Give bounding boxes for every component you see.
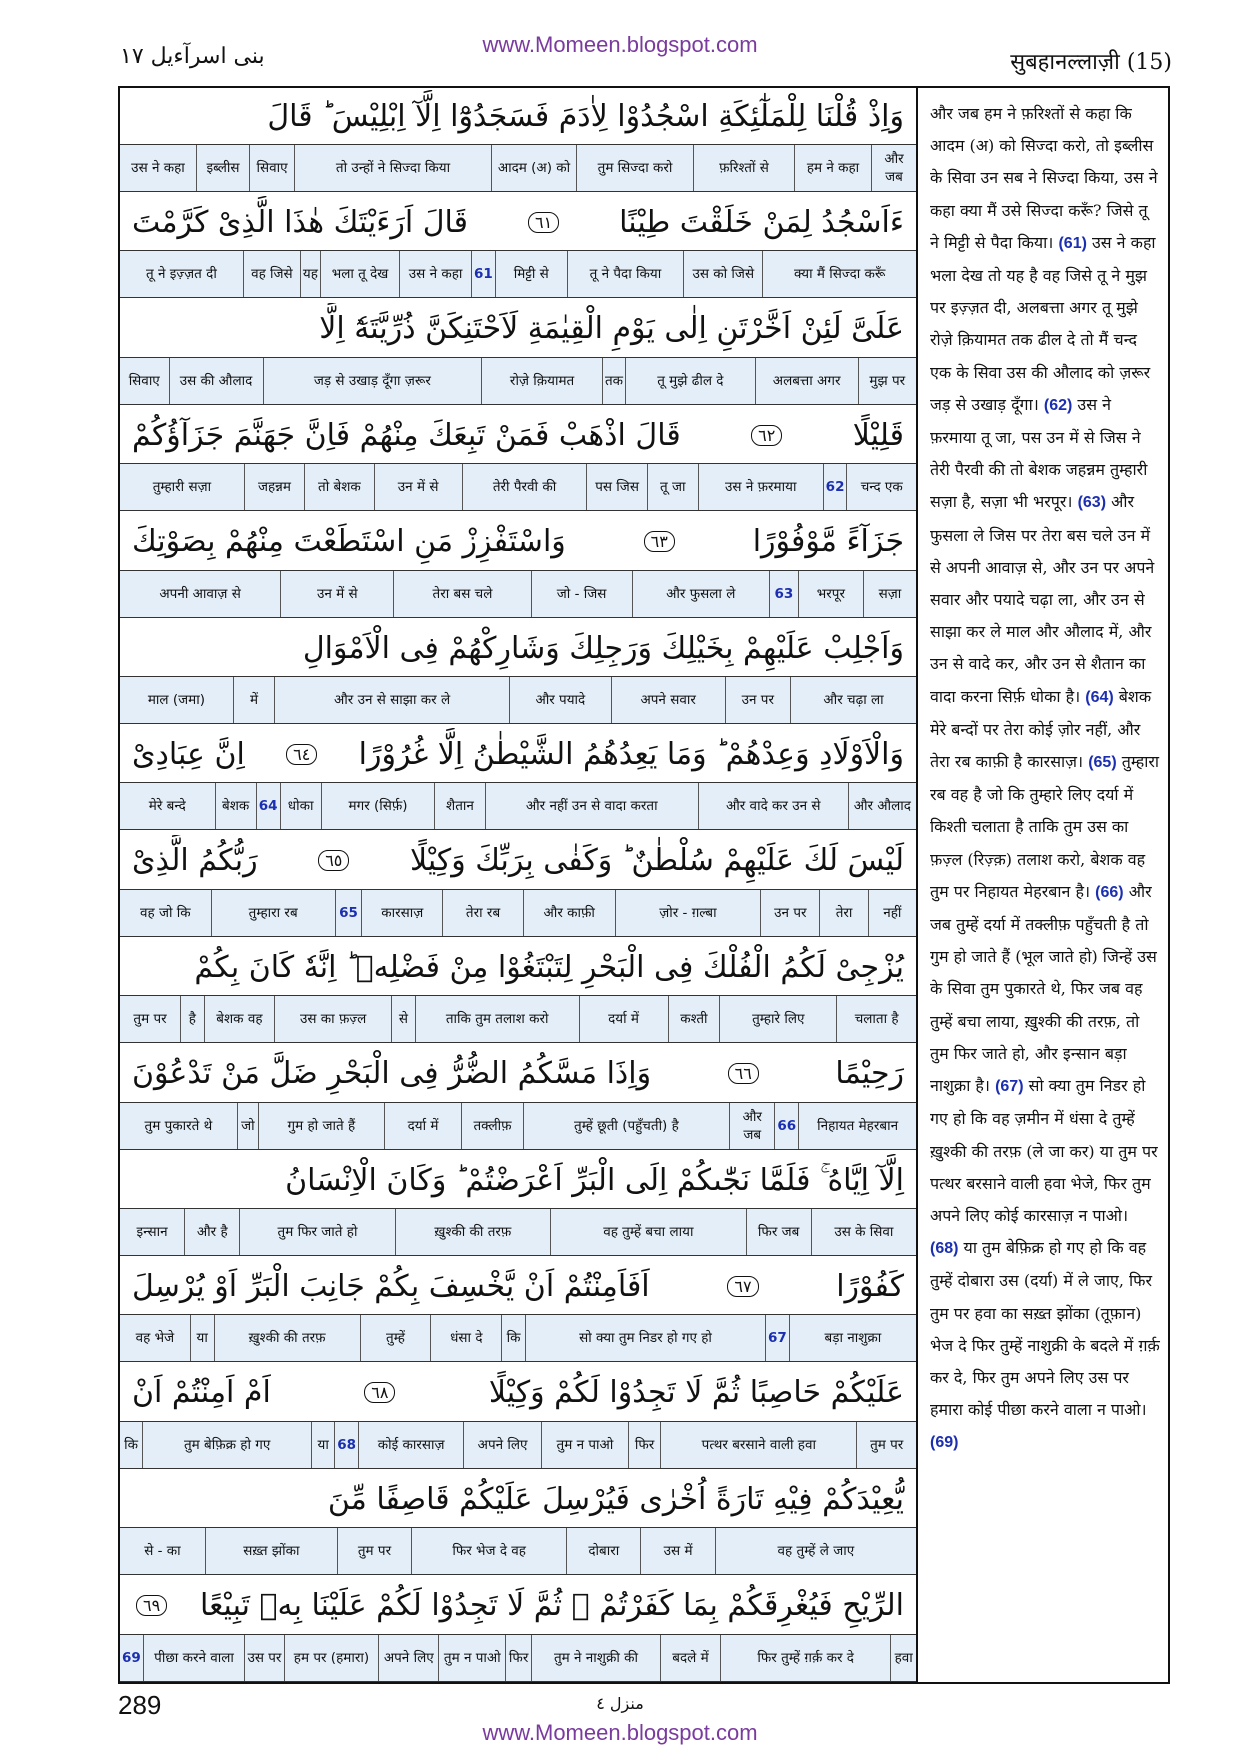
arabic-text: جَزَآءً مَّوْفُوْرًا [752, 524, 904, 560]
word-gloss-cell: तुम फिर जाते हो [239, 1209, 394, 1255]
ayah-number-marker: ٦٢ [751, 425, 782, 446]
word-gloss-cell: फिर [505, 1635, 531, 1681]
arabic-text: عَلَيْكُمْ حَاصِبًا ثُمَّ لَا تَجِدُوْا لَكُمْ وَكِيْلًا [488, 1375, 904, 1411]
word-gloss-cell: सिवाए [128, 372, 160, 389]
arabic-text: وَاِذَا مَسَّكُمُ الضُّرُّ فِى الْبَحْرِ ضَلَّ مَنْ تَدْعُوْنَ [132, 1056, 652, 1092]
word-gloss-cell: और उन से साझा कर ले [274, 677, 509, 723]
word-gloss-cell: रोज़े क़ियामत [481, 358, 602, 404]
surah-title: بنی اسرآءیل ۱۷ [120, 44, 265, 69]
word-gloss-cell: और जब [729, 1103, 774, 1149]
arabic-text: عَلَىَّ لَئِنْ اَخَّرْتَنِ اِلٰى يَوْمِ الْقِيٰمَةِ لَاَحْتَنِكَنَّ ذُرِّيَّتَهٗٓ اِلَّا [319, 311, 904, 347]
word-gloss-cell: अपने लिए [463, 1422, 541, 1468]
word-gloss-cell: तुम्हारा रब [211, 890, 335, 936]
translation-text: और जब तुम्हें दर्या में तक्लीफ़ पहुँचती है तो गुम हो जाते हैं (भूल जाते हो) जिन्हें उस के सिवा तुम पुकारते थे, फिर जब वह तुम्हें बचा लाया, ख़ुश्की की तरफ़, तो तुम फिर जाते हो, और इन्सान बड़ा नाशुक्रा है। [930, 881, 1157, 1096]
arabic-text: يُّعِيْدَكُمْ فِيْهِ تَارَةً اُخْرٰى فَيُرْسِلَ عَلَيْكُمْ قَاصِفًا مِّنَ [327, 1481, 904, 1517]
arabic-text: اَمْ اَمِنْتُمْ اَنْ [132, 1375, 271, 1411]
word-gloss-cell: 62 [823, 464, 847, 510]
word-gloss-cell: मेरे बन्दे [148, 798, 186, 815]
arabic-text: اَفَاَمِنْتُمْ اَنْ يَّخْسِفَ بِكُمْ جَانِبَ الْبَرِّ اَوْ يُرْسِلَ [132, 1268, 650, 1304]
word-gloss-cell: तुम पुकारते थे [144, 1117, 213, 1134]
arabic-verse-line [120, 90, 916, 142]
arabic-verse-line [120, 941, 916, 993]
word-gloss-cell: से - का [144, 1543, 181, 1560]
word-gloss-cell: मुझ पर [858, 358, 916, 404]
translation-text: सो क्या तुम निडर हो गए हो कि वह ज़मीन में धंसा दे तुम्हें ख़ुश्की की तरफ़ (ले जा कर) या तुम पर पत्थर बरसाने वाली हवा भेजे, फिर तुम अपने लिए कोई कारसाज़ न पाओ। [930, 1076, 1158, 1225]
word-gloss-cell: फिर [628, 1422, 660, 1468]
verse-number: (62) [1043, 396, 1073, 414]
word-gloss-cell: तू ने पैदा किया [567, 251, 683, 297]
arabic-verse-line [120, 1260, 916, 1312]
arabic-verse-line [120, 303, 916, 355]
word-gloss-cell: है [180, 996, 204, 1042]
page-frame [118, 86, 1170, 1684]
word-gloss-cell: तुम पर [337, 1528, 411, 1574]
word-gloss-cell: क्या मैं सिज्दा करूँ [762, 251, 916, 297]
word-gloss-cell: और है [184, 1209, 239, 1255]
word-gloss-cell: सिवाए [249, 145, 294, 191]
ayah-number-marker: ٦٦ [728, 1063, 759, 1084]
verse-number: (67) [995, 1078, 1024, 1096]
quran-column [120, 88, 918, 1682]
word-gloss-cell: हम ने कहा [794, 145, 871, 191]
word-gloss-cell: कोई कारसाज़ [358, 1422, 463, 1468]
page-number: 289 [118, 1690, 162, 1720]
word-gloss-cell: पस जिस [586, 464, 646, 510]
word-gloss-cell: 64 [256, 783, 280, 829]
manzil-label: منزل ٤ [596, 1694, 644, 1713]
word-gloss-cell: शैतान [434, 783, 484, 829]
ayah-number-marker: ٦١ [528, 212, 559, 233]
ayah-number-marker: ٦٤ [286, 744, 317, 765]
arabic-verse-line [120, 835, 916, 887]
word-gloss-cell: कश्ती [668, 996, 720, 1042]
word-gloss-cell: तुम न पाओ [438, 1635, 505, 1681]
verse-number: (61) [1058, 234, 1087, 252]
word-gloss-cell: भला तू देख [320, 251, 399, 297]
verse-number: (69) [930, 1434, 959, 1452]
arabic-verse-line [120, 1154, 916, 1206]
word-gloss-cell: फिर भेज दे वह [411, 1528, 566, 1574]
word-gloss-cell: तेरी पैरवी की [462, 464, 587, 510]
word-gloss-cell: तेरा [819, 890, 867, 936]
word-gloss-cell: 68 [334, 1422, 358, 1468]
arabic-verse-line [120, 1473, 916, 1525]
word-gloss-row [120, 1634, 916, 1682]
arabic-verse-line [120, 516, 916, 568]
word-gloss-cell: दर्या में [579, 996, 668, 1042]
word-gloss-cell: उन में से [280, 571, 393, 617]
word-gloss-cell: तक्लीफ़ [461, 1103, 522, 1149]
word-gloss-cell: हम पर (हमारा) [284, 1635, 379, 1681]
arabic-text: قَالَ اذْهَبْ فَمَنْ تَبِعَكَ مِنْهُمْ فَاِنَّ جَهَنَّمَ جَزَآؤُكُمْ [132, 417, 681, 453]
arabic-text: رَحِيْمًا [835, 1056, 904, 1092]
word-gloss-cell: उस ने कहा [131, 160, 185, 176]
word-gloss-cell: निहायत मेहरबान [798, 1103, 916, 1149]
word-gloss-row [120, 144, 916, 192]
word-gloss-cell: ख़ुश्की की तरफ़ [214, 1315, 360, 1361]
word-gloss-cell: तो उन्हों ने सिज्दा किया [294, 145, 491, 191]
word-gloss-cell: तेरा बस चले [393, 571, 530, 617]
word-gloss-cell: जहन्नम [244, 464, 304, 510]
word-gloss-row [120, 1421, 916, 1469]
word-gloss-cell: उस पर [244, 1635, 283, 1681]
word-gloss-cell: और काफ़ी [523, 890, 615, 936]
word-gloss-cell: उस के सिवा [811, 1209, 916, 1255]
word-gloss-cell: तू जा [647, 464, 698, 510]
word-gloss-cell: गुम हो जाते हैं [258, 1103, 384, 1149]
word-gloss-row [120, 995, 916, 1043]
word-gloss-cell: 66 [774, 1103, 798, 1149]
word-gloss-row [120, 463, 916, 511]
word-gloss-row [120, 250, 916, 298]
arabic-text: وَاسْتَفْزِزْ مَنِ اسْتَطَعْتَ مِنْهُمْ بِصَوْتِكَ [132, 524, 566, 560]
word-gloss-cell: सख़्त झोंका [205, 1528, 337, 1574]
word-gloss-cell: से [391, 996, 415, 1042]
ayah-number-marker: ٦٩ [136, 1595, 167, 1616]
word-gloss-cell: तुम बेफ़िक्र हो गए [142, 1422, 311, 1468]
word-gloss-cell: दर्या में [384, 1103, 462, 1149]
word-gloss-cell: 61 [471, 251, 495, 297]
word-gloss-cell: और चढ़ा ला [790, 677, 916, 723]
word-gloss-row [120, 1102, 916, 1150]
website-footer[interactable]: www.Momeen.blogspot.com [482, 1720, 758, 1745]
word-gloss-cell: उस को जिसे [683, 251, 762, 297]
word-gloss-cell: वह तुम्हें ले जाए [715, 1528, 916, 1574]
word-gloss-cell: पत्थर बरसाने वाली हवा [660, 1422, 856, 1468]
word-gloss-cell: तुम सिज्दा करो [576, 145, 693, 191]
word-gloss-cell: वह भेजे [135, 1330, 175, 1347]
word-gloss-cell: बड़ा नाशुक्रा [789, 1315, 916, 1361]
ayah-number-marker: ٦٨ [364, 1382, 395, 1403]
word-gloss-cell: उस का फ़ज़्ल [274, 996, 391, 1042]
arabic-verse-line [120, 1580, 916, 1632]
word-gloss-cell: उस में [640, 1528, 714, 1574]
word-gloss-cell: तुम्हें [360, 1315, 431, 1361]
arabic-text: قَالَ اَرَءَيْتَكَ هٰذَا الَّذِىْ كَرَّمْتَ [132, 204, 469, 240]
arabic-text: لَيْسَ لَكَ عَلَيْهِمْ سُلْطٰنٌ ؕ وَكَفٰى بِرَبِّكَ وَكِيْلًا [409, 843, 904, 879]
word-gloss-row [120, 1527, 916, 1575]
word-gloss-cell: 65 [335, 890, 362, 936]
word-gloss-cell: तुम्हारे लिए [719, 996, 836, 1042]
word-gloss-cell: भरपूर [798, 571, 863, 617]
word-gloss-row [120, 357, 916, 405]
word-gloss-cell: कारसाज़ [361, 890, 442, 936]
word-gloss-cell: ताकि तुम तलाश करो [415, 996, 579, 1042]
word-gloss-cell: तुम न पाओ [541, 1422, 628, 1468]
word-gloss-cell: कि [124, 1436, 139, 1453]
word-gloss-cell: कि [501, 1315, 525, 1361]
word-gloss-cell: तुम पर [856, 1422, 916, 1468]
word-gloss-cell: वह जो कि [140, 904, 191, 921]
word-gloss-cell: वह जिसे [243, 251, 300, 297]
verse-number: (63) [1077, 494, 1107, 512]
word-gloss-cell: माल (जमा) [147, 692, 205, 708]
word-gloss-cell: तो बेशक [304, 464, 374, 510]
word-gloss-cell: वह तुम्हें बचा लाया [550, 1209, 746, 1255]
word-gloss-cell: और फुसला ले [632, 571, 769, 617]
word-gloss-cell: और वादे कर उन से [698, 783, 848, 829]
word-gloss-cell: चलाता है [836, 996, 916, 1042]
translation-text: और जब हम ने फ़रिश्तों से कहा कि आदम (अ) को सिज्दा करो, तो इब्लीस के सिवा उन सब ने सिज्दा किया, उस ने कहा क्या मैं उसे सिज्दा करूँ? जिसे तू ने मिट्टी से पैदा किया। [930, 104, 1158, 252]
arabic-text: كَفُوْرًا [836, 1268, 904, 1304]
word-gloss-cell: में [233, 677, 274, 723]
arabic-text: رَبُّكُمُ الَّذِىْ [132, 843, 258, 879]
verse-number: (65) [1088, 754, 1117, 772]
arabic-text: وَاَجْلِبْ عَلَيْهِمْ بِخَيْلِكَ وَرَجِلِكَ وَشَارِكْهُمْ فِى الْاَمْوَالِ [302, 630, 904, 666]
arabic-text: قَلِيْلًا [852, 417, 904, 453]
ayah-number-marker: ٦٣ [644, 531, 675, 552]
word-gloss-cell: उस ने कहा [399, 251, 471, 297]
website-header[interactable]: www.Momeen.blogspot.com [482, 32, 758, 57]
word-gloss-cell: तुम्हारी सज़ा [152, 479, 212, 496]
arabic-text: الرِّيْحِ فَيُغْرِقَكُمْ بِمَا كَفَرْتُمْ ۙ ثُمَّ لَا تَجِدُوْا لَكُمْ عَلَيْنَا بِهٖ تَبِيْعًا [199, 1588, 904, 1624]
arabic-verse-line [120, 409, 916, 461]
word-gloss-row [120, 570, 916, 618]
juz-name: सुबहानल्लाज़ी (15) [1010, 50, 1172, 75]
ayah-number-marker: ٦٧ [727, 1276, 758, 1297]
word-gloss-cell: अपने सवार [611, 677, 725, 723]
word-gloss-row [120, 1314, 916, 1362]
arabic-text: اِلَّآ اِيَّاهُ ۚ فَلَمَّا نَجّٰىكُمْ اِلَى الْبَرِّ اَعْرَضْتُمْ ؕ وَكَانَ الْاِنْسَانُ [285, 1162, 904, 1198]
word-gloss-cell: नहीं [868, 890, 916, 936]
word-gloss-cell: तेरा रब [442, 890, 523, 936]
word-gloss-cell: पीछा करने वाला [143, 1635, 244, 1681]
word-gloss-row [120, 889, 916, 937]
arabic-verse-line [120, 1048, 916, 1100]
word-gloss-cell: सो क्या तुम निडर हो गए हो [525, 1315, 765, 1361]
word-gloss-cell: या [190, 1315, 214, 1361]
verse-number: (66) [1095, 883, 1124, 901]
translation-text: या तुम बेफ़िक्र हो गए हो कि वह तुम्हें दोबारा उस (दर्या) में ले जाए, फिर तुम पर हवा का सख़्त झोंका (तूफ़ान) भेज दे फिर तुम्हें नाशुक्री के बदले में ग़र्क़ कर दे, फिर तुम अपने लिए उस पर हमारा कोई पीछा करने वाला न पाओ। [930, 1238, 1160, 1420]
word-gloss-cell: ज़ोर - ग़ल्बा [615, 890, 761, 936]
translation-column [920, 88, 1168, 1682]
word-gloss-cell: धंसा दे [430, 1315, 501, 1361]
word-gloss-cell: आदम (अ) को [491, 145, 576, 191]
word-gloss-cell: 63 [769, 571, 798, 617]
word-gloss-cell: उस ने फ़रमाया [698, 464, 823, 510]
verse-number: (68) [930, 1240, 959, 1258]
word-gloss-cell: और पयादे [509, 677, 611, 723]
translation-text: और फुसला ले जिस पर तेरा बस चले उन में से अपनी आवाज़ से, और उन पर अपने सवार और पयादे चढ़ा ला, और उन से साझा कर ले माल और औलाद में, और उन से वादे कर, और उन से शैतान का वादा करना सिर्फ़ धोका है। [930, 492, 1155, 706]
word-gloss-cell: और नहीं उन से वादा करता [485, 783, 698, 829]
arabic-verse-line [120, 728, 916, 780]
translation-text: बेशक मेरे बन्दों पर तेरा कोई ज़ोर नहीं, और तेरा रब काफ़ी है कारसाज़। [930, 686, 1152, 772]
arabic-text: اِنَّ عِبَادِىْ [132, 736, 245, 772]
word-gloss-cell: उस की औलाद [169, 358, 263, 404]
word-gloss-row [120, 676, 916, 724]
word-gloss-cell: तुम्हें छूती (पहुँचती) है [523, 1103, 729, 1149]
word-gloss-cell: उन पर [725, 677, 790, 723]
ayah-number-marker: ٦٥ [318, 850, 349, 871]
word-gloss-cell: और जब [871, 145, 916, 191]
word-gloss-cell: इन्सान [136, 1224, 168, 1240]
word-gloss-cell: फिर तुम्हें ग़र्क़ कर दे [720, 1635, 890, 1681]
word-gloss-cell: जो [237, 1103, 258, 1149]
arabic-verse-line [120, 196, 916, 248]
word-gloss-cell: मगर (सिर्फ़) [321, 783, 435, 829]
word-gloss-cell: हवा [890, 1635, 916, 1681]
word-gloss-cell: उन पर [760, 890, 819, 936]
word-gloss-cell: अलबत्ता अगर [755, 358, 858, 404]
word-gloss-cell: जड़ से उखाड़ दूँगा ज़रूर [263, 358, 482, 404]
word-gloss-cell: तू ने इज़्ज़त दी [146, 266, 217, 283]
word-gloss-cell: 67 [765, 1315, 789, 1361]
arabic-text: وَاِذْ قُلْنَا لِلْمَلٰٓئِكَةِ اسْجُدُوْا لِاٰدَمَ فَسَجَدُوْٓا اِلَّآ اِبْلِيْسَ ؕ قَالَ [267, 98, 904, 134]
word-gloss-row [120, 1208, 916, 1256]
word-gloss-cell: जो - जिस [531, 571, 632, 617]
word-gloss-cell: 69 [122, 1649, 141, 1666]
word-gloss-cell: चन्द एक [846, 464, 916, 510]
word-gloss-cell: और औलाद [848, 783, 916, 829]
word-gloss-cell: उन में से [374, 464, 462, 510]
arabic-verse-line [120, 1367, 916, 1419]
word-gloss-cell: या [311, 1422, 334, 1468]
word-gloss-cell: तुम पर [133, 1011, 167, 1028]
word-gloss-cell: तक [602, 358, 625, 404]
arabic-text: ءَاَسْجُدُ لِمَنْ خَلَقْتَ طِيْنًا [619, 204, 904, 240]
word-gloss-cell: धोका [280, 783, 321, 829]
word-gloss-cell: इब्लीस [196, 145, 249, 191]
word-gloss-cell: तुम ने नाशुक्री की [531, 1635, 660, 1681]
arabic-text: يُزْجِىْ لَكُمُ الْفُلْكَ فِى الْبَحْرِ لِتَبْتَغُوْا مِنْ فَضْلِهٖ ؕ اِنَّهٗ كَانَ بِكُمْ [194, 949, 904, 985]
word-gloss-row [120, 782, 916, 830]
word-gloss-cell: तू मुझे ढील दे [625, 358, 755, 404]
word-gloss-cell: ख़ुश्की की तरफ़ [395, 1209, 550, 1255]
word-gloss-cell: मिट्टी से [495, 251, 567, 297]
translation-text: उस ने फ़रमाया तू जा, पस उन में से जिस ने तेरी पैरवी की तो बेशक जहन्नम तुम्हारी सज़ा है, सज़ा भी भरपूर। [930, 394, 1148, 512]
arabic-verse-line [120, 622, 916, 674]
word-gloss-cell: बेशक [215, 783, 256, 829]
word-gloss-cell: फ़रिश्तों से [693, 145, 794, 191]
word-gloss-cell: बदले में [660, 1635, 720, 1681]
word-gloss-cell: दोबारा [566, 1528, 640, 1574]
word-gloss-cell: अपने लिए [378, 1635, 438, 1681]
translation-text: उस ने कहा भला देख तो यह है वह जिसे तू ने मुझ पर इज़्ज़त दी, अलबत्ता अगर तू मुझे रोज़े क़ियामत तक ढील दे तो मैं चन्द एक के सिवा उस की औलाद को ज़रूर जड़ से उखाड़ दूँगा। [930, 232, 1156, 414]
word-gloss-cell: फिर जब [746, 1209, 811, 1255]
verse-number: (64) [1085, 688, 1114, 706]
word-gloss-cell: अपनी आवाज़ से [159, 585, 241, 602]
word-gloss-cell: यह [300, 251, 320, 297]
translation-text: तुम्हारा रब वह है जो कि तुम्हारे लिए दर्या में किश्ती चलाता है ताकि तुम उस का फ़ज़्ल (रिज़्क़) तलाश करो, बेशक वह तुम पर निहायत मेहरबान है। [930, 752, 1160, 901]
arabic-text: وَالْاَوْلَادِ وَعِدْهُمْ ؕ وَمَا يَعِدُهُمُ الشَّيْطٰنُ اِلَّا غُرُوْرًا [358, 736, 904, 772]
word-gloss-cell: बेशक वह [204, 996, 274, 1042]
word-gloss-cell: सज़ा [863, 571, 916, 617]
